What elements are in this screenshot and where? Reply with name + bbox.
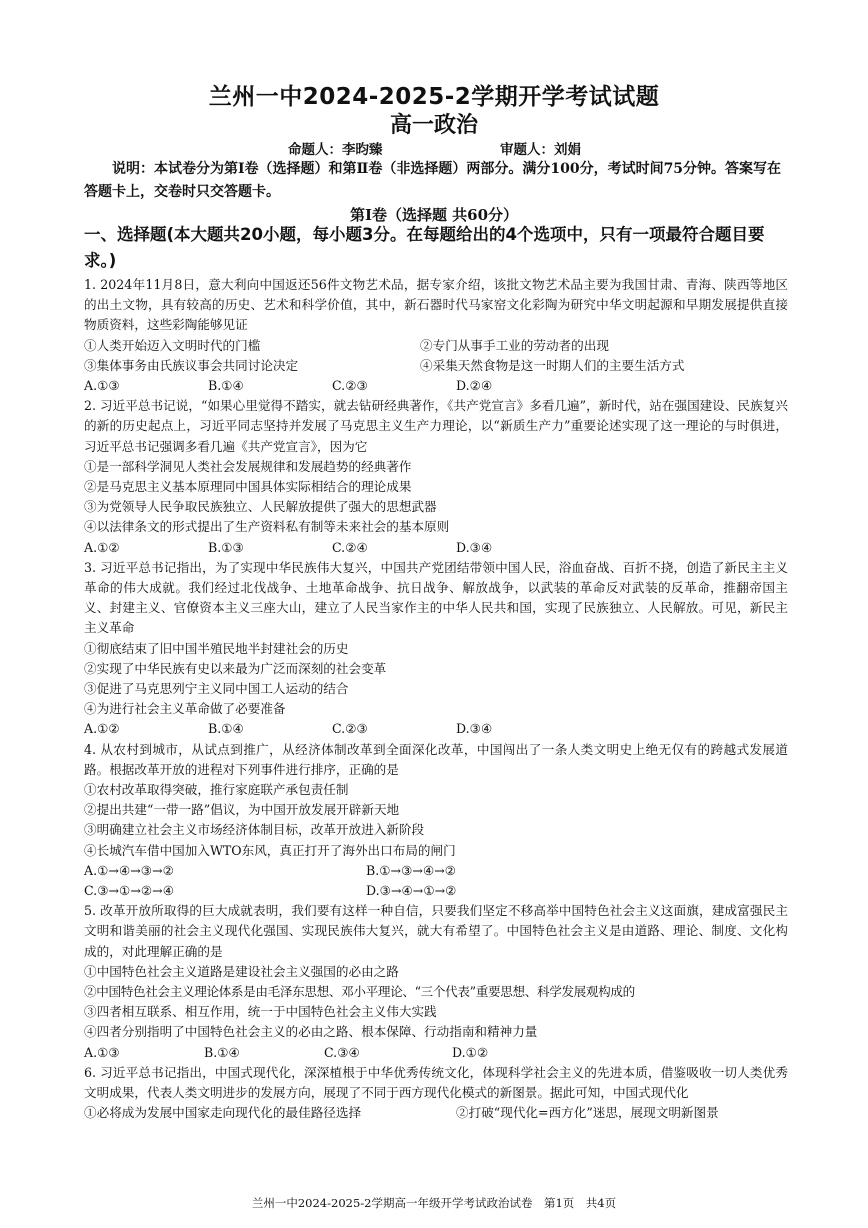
section-instructions: 一、选择题(本大题共20小题，每小题3分。在每题给出的4个选项中，只有一项最符合题目要求。) xyxy=(84,225,765,270)
question-author: 命题人：李昀臻 xyxy=(288,142,383,158)
exam-instructions-note: 说明：本试卷分为第Ⅰ卷（选择题）和第Ⅱ卷（非选择题）两部分。满分100分，考试时间75分钟。答案写在答题卡上，交卷时只交答题卡。 xyxy=(84,161,782,200)
question-stem: 1. 2024年11月8日，意大利向中国返还56件文物艺术品，据专家介绍，该批文物艺术品主要为我国甘肃、青海、陕西等地区的出土文物，具有较高的历史、艺术和科学价值，其中，新石器时代马家窑文化彩陶为研究中华文明起源和早期发展提供直接物质资料，这些彩陶能够见证 xyxy=(84,277,788,333)
choice-a: A.①② xyxy=(84,539,120,555)
statement: ①人类开始迈入文明时代的门槛 xyxy=(84,337,261,353)
page-footer: 兰州一中2024-2025-2学期高一年级开学考试政治试卷 第1页 共4页 xyxy=(251,1196,617,1210)
question-stem: 5. 改革开放所取得的巨大成就表明，我们要有这样一种自信，只要我们坚定不移高举中国特色社会主义这面旗，建成富强民主文明和谐美丽的社会主义现代化强国、实现民族伟大复兴，就大有希望了。中国特色社会主义是由道路、理论、制度、文化构成的，对此理解正确的是 xyxy=(84,903,788,959)
section-title: 第Ⅰ卷（选择题 共60分） xyxy=(349,206,519,224)
statement: ④以法律条文的形式提出了生产资料私有制等未来社会的基本原则 xyxy=(84,519,450,535)
question-4 xyxy=(84,740,788,902)
choice-d: D.②④ xyxy=(456,377,493,393)
choice-c: C.③④ xyxy=(324,1044,360,1060)
choice-c: C.②③ xyxy=(332,377,368,393)
choice-c: C.②④ xyxy=(332,539,368,555)
statement: ①农村改革取得突破，推行家庭联产承包责任制 xyxy=(84,782,349,797)
statement-row xyxy=(84,1103,788,1123)
statement: ②打破“现代化=西方化”迷思，展现文明新图景 xyxy=(456,1105,719,1121)
statement: ④采集天然食物是这一时期人们的主要生活方式 xyxy=(420,357,685,373)
question-reviewer: 审题人：刘娟 xyxy=(500,142,581,158)
statement: ③明确建立社会主义市场经济体制目标，改革开放进入新阶段 xyxy=(84,822,425,838)
choice-a: A.①② xyxy=(84,721,120,737)
choice-b: B.①④ xyxy=(208,721,244,737)
choice-b: B.①④ xyxy=(208,377,244,393)
statement: ③集体事务由氏族议事会共同讨论决定 xyxy=(84,357,299,373)
statement: ②是马克思主义基本原理同中国具体实际相结合的理论成果 xyxy=(84,478,412,494)
statement: ③为党领导人民争取民族独立、人民解放提供了强大的思想武器 xyxy=(84,499,437,515)
statement: ①必将成为发展中国家走向现代化的最佳路径选择 xyxy=(84,1105,362,1121)
author-line xyxy=(0,138,868,158)
questions-body xyxy=(84,275,788,1123)
choice-a: A.①③ xyxy=(84,377,120,393)
choice-c: C.③→①→②→④ xyxy=(84,883,175,898)
statement: ④长城汽车借中国加入WTO东风，真正打开了海外出口布局的闸门 xyxy=(84,842,456,858)
choice-row xyxy=(84,538,788,558)
choice-row xyxy=(84,719,788,739)
statement: ②中国特色社会主义理论体系是由毛泽东思想、邓小平理论、“三个代表”重要思想、科学发展观构成的 xyxy=(84,984,635,999)
question-5 xyxy=(84,901,788,1063)
choice-row xyxy=(84,861,788,881)
question-stem: 6. 习近平总书记指出，中国式现代化，深深植根于中华优秀传统文化，体现科学社会主义的先进本质，借鉴吸收一切人类优秀文明成果，代表人类文明进步的发展方向，展现了不同于西方现代化模式的新图景。据此可知，中国式现代化 xyxy=(84,1064,788,1100)
statement-row xyxy=(84,356,788,376)
exam-subject: 高一政治 xyxy=(389,113,478,138)
choice-row xyxy=(84,1043,788,1063)
question-stem: 3. 习近平总书记指出，为了实现中华民族伟大复兴，中国共产党团结带领中国人民，浴血奋战、百折不挠，创造了新民主主义革命的伟大成就。我们经过北伐战争、土地革命战争、抗日战争、解放战争，以武装的革命反对武装的反革命，推翻帝国主义、封建主义、官僚资本主义三座大山，建立了人民当家作主的中华人民共和国，实现了民族独立、人民解放。可见，新民主主义革命 xyxy=(84,559,788,636)
choice-c: C.②③ xyxy=(332,721,368,737)
choice-b: B.①→③→④→② xyxy=(366,862,457,878)
choice-a: A.①③ xyxy=(84,1044,120,1060)
statement: ①彻底结束了旧中国半殖民地半封建社会的历史 xyxy=(84,640,349,656)
statement-row xyxy=(84,336,788,356)
exam-title: 兰州一中2024-2025-2学期开学考试试题 xyxy=(208,84,660,110)
question-6 xyxy=(84,1063,788,1124)
choice-b: B.①④ xyxy=(204,1044,240,1060)
question-3 xyxy=(84,558,788,740)
statement: ②专门从事手工业的劳动者的出现 xyxy=(420,337,609,353)
statement: ①是一部科学洞见人类社会发展规律和发展趋势的经典著作 xyxy=(84,458,412,474)
choice-d: D.③④ xyxy=(456,721,493,737)
statement: ②实现了中华民族有史以来最为广泛而深刻的社会变革 xyxy=(84,660,387,676)
statement: ④为进行社会主义革命做了必要准备 xyxy=(84,701,286,717)
statement: ③四者相互联系、相互作用，统一于中国特色社会主义伟大实践 xyxy=(84,1004,437,1020)
question-1 xyxy=(84,275,788,396)
choice-a: A.①→④→③→② xyxy=(84,862,174,878)
statement: ④四者分别指明了中国特色社会主义的必由之路、根本保障、行动指南和精神力量 xyxy=(84,1024,538,1040)
choice-d: D.③→④→①→② xyxy=(366,883,457,898)
choice-row xyxy=(84,881,788,901)
statement: ①中国特色社会主义道路是建设社会主义强国的必由之路 xyxy=(84,963,399,979)
question-2 xyxy=(84,396,788,558)
choice-b: B.①③ xyxy=(208,539,244,555)
question-stem: 4. 从农村到城市，从试点到推广，从经济体制改革到全面深化改革，中国闯出了一条人类文明史上绝无仅有的跨越式发展道路。根据改革开放的进程对下列事件进行排序，正确的是 xyxy=(84,741,788,777)
choice-row xyxy=(84,376,788,396)
statement: ②提出共建“一带一路”倡议，为中国开放发展开辟新天地 xyxy=(84,802,400,818)
choice-d: D.③④ xyxy=(456,539,493,555)
choice-d: D.①② xyxy=(452,1044,489,1060)
statement: ③促进了马克思列宁主义同中国工人运动的结合 xyxy=(84,681,349,696)
question-stem: 2. 习近平总书记说，“如果心里觉得不踏实，就去钻研经典著作，《共产党宣言》多看几遍”，新时代，站在强国建设、民族复兴的新的历史起点上，习近平同志坚持并发展了马克思主义生产力理论，以“新质生产力”重要论述实现了这一理论的与时俱进，习近平总书记强调多看几遍《共产党宣言》，因为它 xyxy=(84,398,788,454)
